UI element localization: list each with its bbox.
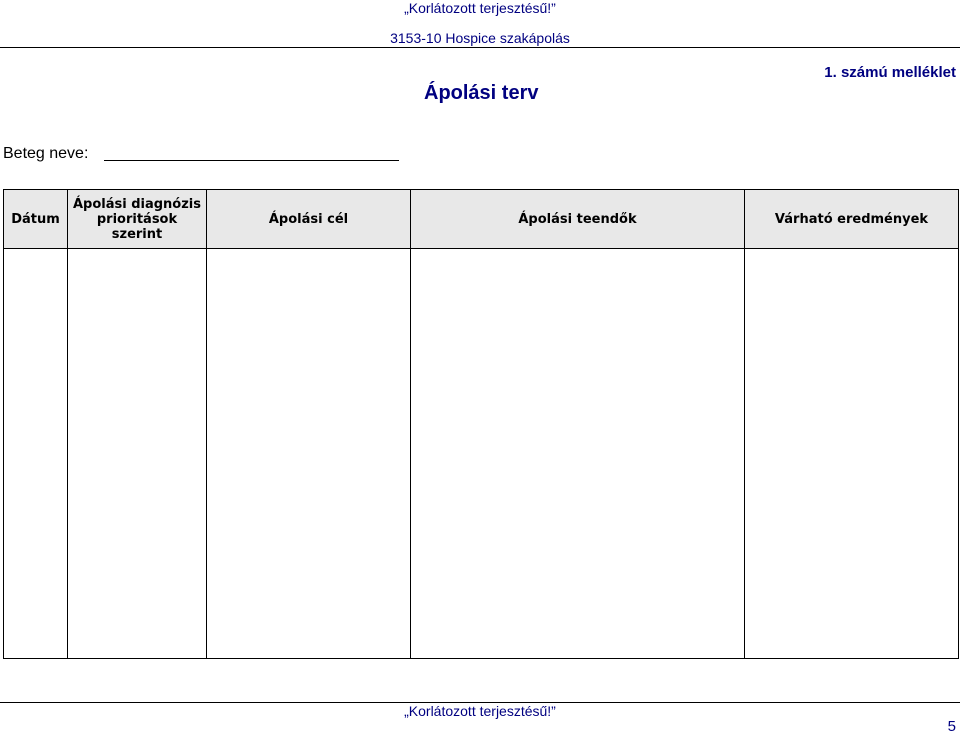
patient-name-field[interactable] bbox=[104, 160, 399, 161]
cell-date[interactable] bbox=[4, 249, 68, 659]
care-plan-table bbox=[3, 189, 959, 659]
header-restricted-notice: „Korlátozott terjesztésű!” bbox=[404, 0, 556, 16]
column-header-tasks: Ápolási teendők bbox=[411, 190, 745, 249]
page-number: 5 bbox=[947, 718, 956, 735]
header-divider bbox=[0, 47, 960, 48]
table-header-row bbox=[4, 190, 959, 249]
patient-name-label: Beteg neve: bbox=[3, 145, 89, 162]
annex-label: 1. számú melléklet bbox=[824, 64, 956, 81]
column-header-goal: Ápolási cél bbox=[207, 190, 411, 249]
document-title: Ápolási terv bbox=[424, 82, 539, 104]
column-header-expected-results: Várható eredmények bbox=[745, 190, 959, 249]
table-row bbox=[4, 249, 959, 659]
cell-expected-results[interactable] bbox=[745, 249, 959, 659]
header-course-code: 3153-10 Hospice szakápolás bbox=[390, 30, 570, 46]
cell-diagnosis[interactable] bbox=[68, 249, 207, 659]
cell-tasks[interactable] bbox=[411, 249, 745, 659]
cell-goal[interactable] bbox=[207, 249, 411, 659]
column-header-date: Dátum bbox=[4, 190, 68, 249]
footer-restricted-notice: „Korlátozott terjesztésű!” bbox=[404, 703, 556, 719]
column-header-diagnosis: Ápolási diagnózis prioritások szerint bbox=[68, 190, 207, 249]
